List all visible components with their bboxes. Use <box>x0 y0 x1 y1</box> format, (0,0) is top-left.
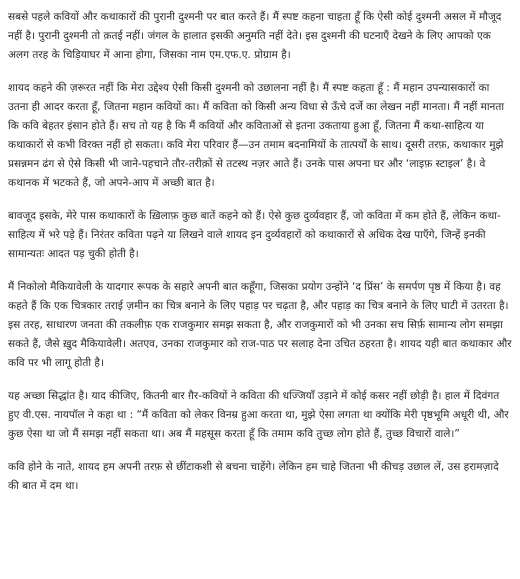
paragraph-6: कवि होने के नाते, शायद हम अपनी तरफ़ से छींटाकशी से बचना चाहेंगे। लेकिन हम चाहे जितना भी कीचड़ उछाल लें, उस हरामज़ादे की बात में दम था। <box>8 461 499 492</box>
paragraph-5: यह अच्छा सिद्धांत है। याद कीजिए, कितनी बार ग़ैर-कवियों ने कविता की धज्जियाँ उड़ाने में कोई कसर नहीं छोड़ी है। हाल में दिवंगत हुए वी.एस. नायपॉल ने कहा था : “मैं कविता को लेकर विनम्र हुआ करता था, मुझे ऐसा लगता था क्योंकि मेरी पृष्ठभूमि अधूरी थी, और कुछ ऐसा था जो मैं समझ नहीं सकता था। अब मैं महसूस करता हूँ कि तमाम कवि तुच्छ लोग होते हैं, तुच्छ विचारों वाले।” <box>8 390 509 440</box>
paragraph-1: सबसे पहले कवियों और कथाकारों की पुरानी दुश्मनी पर बात करते हैं। मैं स्पष्ट कहना चाहता हूँ कि ऐसी कोई दुश्मनी असल में मौजूद नहीं है। पुरानी दुश्मनी तो क़तई नहीं। जंगल के हालात इसकी अनुमति नहीं देते। इस दुश्मनी की घटनाएँ देखने के लिए आपको एक अलग तरह के चिड़ियाघर में आना होगा, जिसका नाम एम.एफ.ए. प्रोग्राम है। <box>8 11 502 61</box>
paragraph-4: मैं निकोलो मैकियावेली के यादगार रूपक के सहारे अपनी बात कहूँगा, जिसका प्रयोग उन्होंने ‘द प्रिंस’ के समर्पण पृष्ठ में किया है। वह कहते हैं कि एक चित्रकार तराई ज़मीन का चित्र बनाने के लिए पहाड़ पर चढ़ता है, और पहाड़ का चित्र बनाने के लिए घाटी में उतरता है। इस तरह, साधारण जनता की तकलीफ़ एक राजकुमार समझ सकता है, और राजकुमारों को भी उनका सच सिर्फ़ सामान्य लोग समझा सकते हैं, जैसे ख़ुद मैकियावेली। अतएव, उनका राजकुमार को राज-पाठ पर सलाह देना उचित ठहरता है। शायद यही बात कथाकार और कवि पर भी लागू होती है। <box>8 281 512 369</box>
paragraph-3: बावजूद इसके, मेरे पास कथाकारों के ख़िलाफ़ कुछ बातें कहने को हैं। ऐसे कुछ दुर्व्यवहार हैं, जो कविता में कम होते हैं, लेकिन कथा-साहित्य में भरे पड़े हैं। निरंतर कविता पढ़ने या लिखने वाले शायद इन दुर्व्यवहारों को कथाकारों से अधिक देख पाएँगे, जिन्हें इनकी सामान्यतः आदत पड़ चुकी होती है। <box>8 210 501 260</box>
paragraph-2: शायद कहने की ज़रूरत नहीं कि मेरा उद्देश्य ऐसी किसी दुश्मनी को उछालना नहीं है। मैं स्पष्ट कहता हूँ : मैं महान उपन्यासकारों का उतना ही आदर करता हूँ, जितना महान कवियों का। मैं कविता को किसी अन्य विधा से ऊँचे दर्जे का लेखन नहीं मानता। मैं नहीं मानता कि कवि बेहतर इंसान होते हैं। सच तो यह है कि मैं कवियों और कविताओं से इतना उकताया हुआ हूँ, जितना मैं कथा-साहित्य या कथाकारों से कभी विरक्त नहीं हो सकता। कवि मेरा परिवार हैं—उन तमाम बदनामियों के तात्पर्यों के साथ। दूसरी तरफ़, कथाकार मुझे प्रसन्नमन ढंग से ऐसे किसी भी जाने-पहचाने तौर-तरीक़ों से तटस्थ नज़र आते हैं। उनके पास अपना घर और ‘लाइफ़ स्टाइल’ है। वे कथानक में भटकते हैं, जो अपने-आप में अच्छी बात है। <box>8 82 505 189</box>
